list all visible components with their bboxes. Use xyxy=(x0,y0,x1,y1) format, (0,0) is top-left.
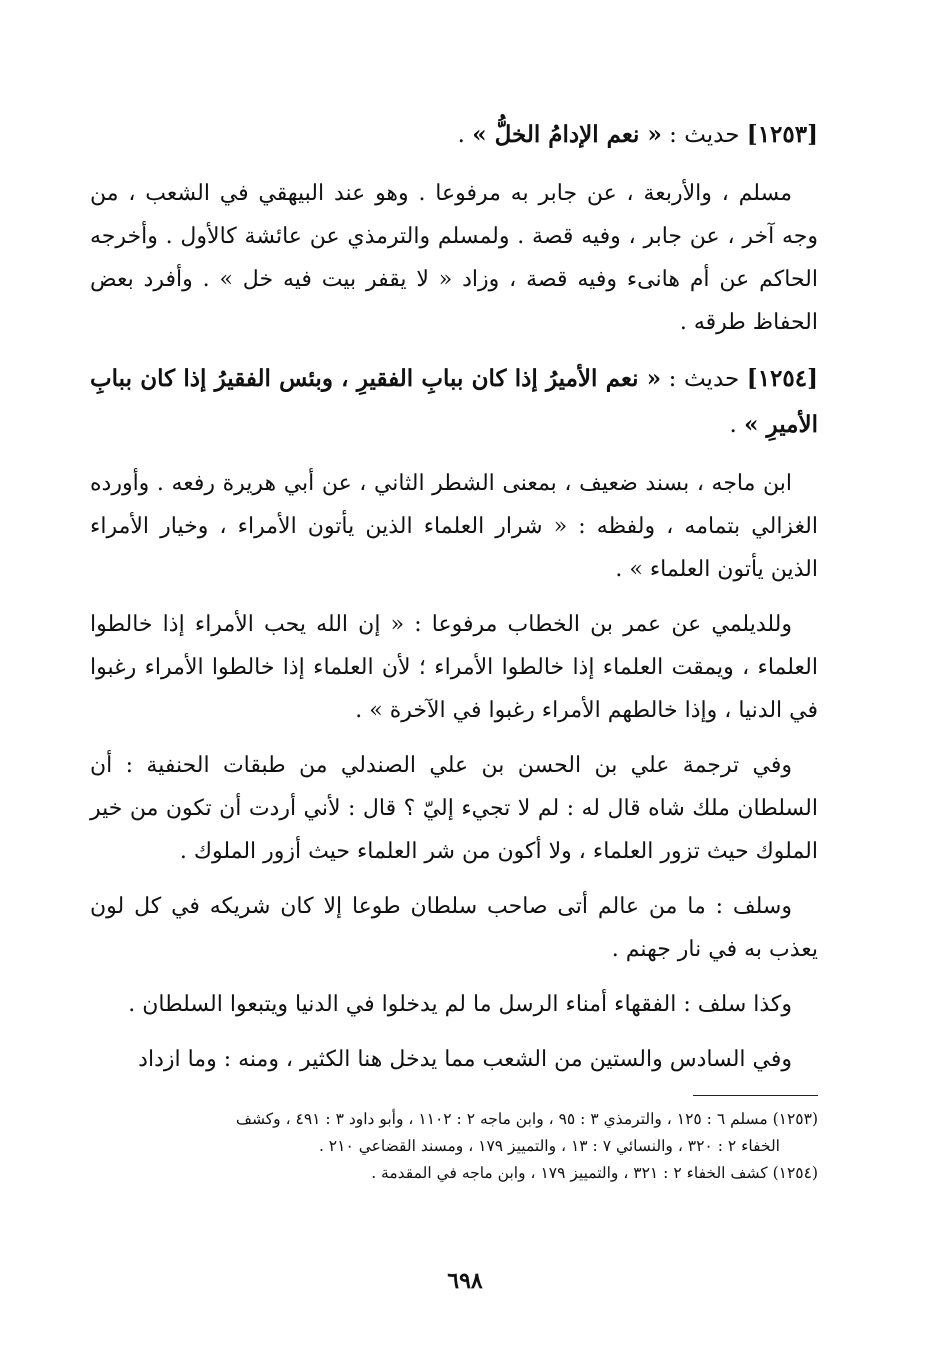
commentary-paragraph: وسلف : ما من عالم أتى صاحب سلطان طوعا إلا كان شريكه في كل لون يعذب به في نار جهنم . xyxy=(90,894,818,962)
footnote-1253: (١٢٥٣) مسلم ٦ : ١٢٥ ، والترمذي ٣ : ٩٥ ، وابن ماجه ٢ : ١١٠٢ ، وأبو داود ٣ : ٤٩١ ، وكشف xyxy=(235,1110,818,1128)
commentary-paragraph: وللديلمي عن عمر بن الخطاب مرفوعا : « إن الله يحب الأمراء إذا خالطوا العلماء ، ويمقت العلماء إذا خالطوا الأمراء ؛ لأن العلماء إذا خالطوا الأمراء رغبوا في الدنيا ، وإذا خالطهم الأمراء رغبوا في الآخرة » . xyxy=(90,612,818,723)
page-number: ٦٩٨ xyxy=(447,1268,483,1294)
footnotes xyxy=(90,1106,818,1187)
commentary-paragraph: وفي ترجمة علي بن الحسن بن علي الصندلي من طبقات الحنفية : أن السلطان ملك شاه قال له : لم لا تجيء إليّ ؟ قال : لأني أردت أن تكون من خير الملوك حيث تزور العلماء ، ولا أكون من شر العلماء حيث أزور الملوك . xyxy=(90,753,818,864)
hadith-number: [١٢٥٣] xyxy=(746,121,818,148)
hadith-heading-1254 xyxy=(90,356,818,448)
commentary-paragraph: مسلم ، والأربعة ، عن جابر به مرفوعا . وهو عند البيهقي في الشعب ، من وجه آخر ، عن جابر ، وفيه قصة . ولمسلم والترمذي عن عائشة كالأول . وأخرجه الحاكم عن أم هانىء وفيه قصة ، وزاد « لا يقفر بيت فيه خل » . وأفرد بعض الحفاظ طرقه . xyxy=(90,181,818,335)
hadith-lead: حديث : xyxy=(661,122,747,148)
hadith-text: « نعم الأميرُ إذا كان ببابِ الفقيرِ ، وبئس الفقيرُ إذا كان ببابِ الأميرِ » xyxy=(90,365,818,438)
hadith-text: « نعم الإدامُ الخلُّ » xyxy=(472,121,662,148)
hadith-lead: حديث : xyxy=(661,366,747,392)
footnote-divider xyxy=(693,1095,818,1096)
commentary-paragraph: ابن ماجه ، بسند ضعيف ، بمعنى الشطر الثاني ، عن أبي هريرة رفعه . وأورده الغزالي بتمامه ، ولفظه : « شرار العلماء الذين يأتون الأمراء ، وخيار الأمراء الذين يأتون العلماء » . xyxy=(90,471,818,582)
hadith-tail: . xyxy=(729,412,745,438)
commentary-paragraph: وفي السادس والستين من الشعب مما يدخل هنا الكثير ، ومنه : وما ازداد xyxy=(138,1047,792,1072)
hadith-tail: . xyxy=(457,122,473,148)
hadith-number: [١٢٥٤] xyxy=(746,365,818,392)
commentary-paragraph: وكذا سلف : الفقهاء أمناء الرسل ما لم يدخلوا في الدنيا ويتبعوا السلطان . xyxy=(128,992,792,1017)
hadith-heading-1253 xyxy=(90,112,818,158)
footnote-1253-continued: الخفاء ٢ : ٣٢٠ ، والنسائي ٧ : ١٣ ، والتمييز ١٧٩ ، ومسند القضاعي ٢١٠ . xyxy=(318,1137,780,1155)
footnote-1254: (١٢٥٤) كشف الخفاء ٢ : ٣٢١ ، والتمييز ١٧٩ ، وابن ماجه في المقدمة . xyxy=(371,1164,818,1182)
